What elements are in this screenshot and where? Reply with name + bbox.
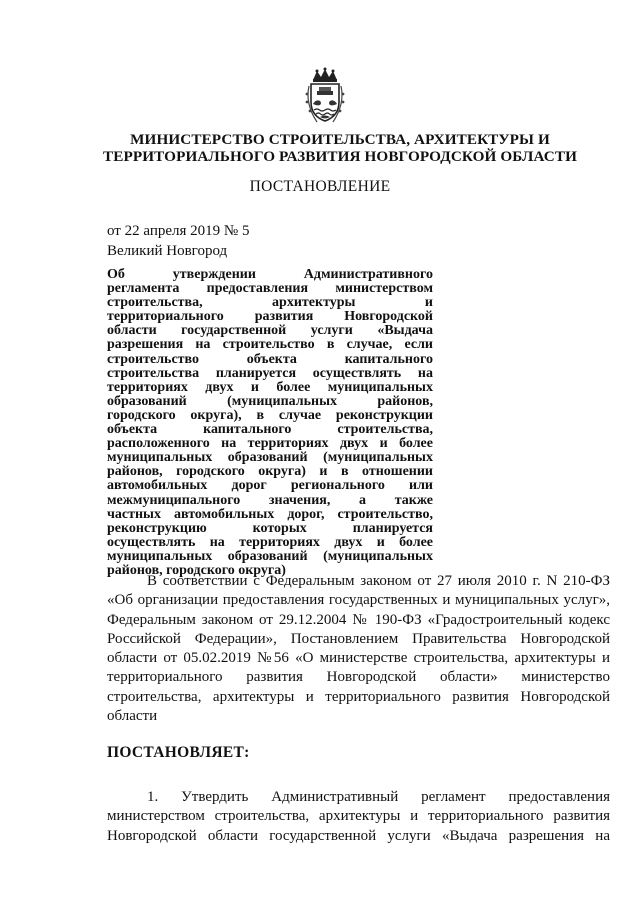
item-line: 1. Утвердить Административный регламент предоставления	[147, 789, 610, 805]
subject-line: расположенного на территориях двух и более	[107, 437, 433, 452]
city: Великий Новгород	[107, 243, 228, 259]
preamble-line: области	[107, 708, 158, 725]
date-number: от 22 апреля 2019 № 5	[107, 223, 250, 239]
subject-line: территориального развития Новгородской	[107, 310, 433, 325]
subject-line: регламента предоставления министерством	[107, 282, 433, 297]
subject-line: частных автомобильных дорог, строительство,	[107, 507, 433, 522]
item-line: Новгородской области государственной услуги «Выдача разрешения на	[107, 827, 610, 844]
document-type-title: ПОСТАНОВЛЕНИЕ	[249, 178, 391, 195]
subject-line: объекта капитального строительства,	[107, 423, 433, 438]
subject-line: осуществлять на территориях двух и более	[107, 535, 433, 550]
subject-line: районов, городского округа)	[107, 563, 286, 578]
preamble-line: В соответствии с Федеральным законом от 27 июля 2010 г. N 210-ФЗ	[147, 573, 610, 589]
subject-line: строительства, архитектуры и	[107, 296, 433, 311]
subject-line: разрешения на строительство в случае, если	[107, 338, 433, 353]
subject-heading	[107, 268, 433, 578]
preamble-line: Российской Федерации», Постановлением Правительства Новгородской	[107, 630, 610, 647]
preamble-line: «Об организации предоставления государственных и муниципальных услуг»,	[107, 592, 610, 609]
subject-line: строительство объекта капитального	[107, 352, 433, 367]
coat-of-arms-icon	[303, 66, 347, 124]
item-1-paragraph	[107, 788, 610, 846]
ministry-name-line-1: МИНИСТЕРСТВО СТРОИТЕЛЬСТВА, АРХИТЕКТУРЫ И	[130, 131, 550, 148]
subject-line: муниципальных образований (муниципальных	[107, 549, 433, 564]
preamble-line: области от 05.02.2019 №56 «О министерстве строительства, архитектуры и	[107, 650, 610, 667]
item-line: министерством строительства, архитектуры и территориального развития	[107, 808, 610, 825]
subject-line: межмуниципального значения, а также	[107, 493, 433, 508]
subject-line: реконструкцию которых планируется	[107, 521, 433, 536]
subject-line: городского округа), в случае реконструкции	[107, 408, 433, 423]
subject-line: автомобильных дорог регионального или	[107, 479, 433, 494]
subject-line: образований (муниципальных районов,	[107, 394, 433, 409]
preamble-line: Федеральным законом от 29.12.2004 № 190-ФЗ «Градостроительный кодекс	[107, 611, 610, 628]
subject-line: муниципальных образований (муниципальных	[107, 451, 433, 466]
subject-line: области государственной услуги «Выдача	[107, 324, 433, 339]
resolves-heading: ПОСТАНОВЛЯЕТ:	[107, 744, 250, 761]
ministry-name	[100, 131, 580, 165]
subject-line: Об утверждении Административного	[107, 268, 433, 282]
preamble-line: строительства, архитектуры и территориального развития Новгородской	[107, 688, 610, 705]
preamble-paragraph	[107, 572, 610, 726]
subject-line: районов, городского округа) и в отношении	[107, 465, 433, 480]
ministry-name-line-2: ТЕРРИТОРИАЛЬНОГО РАЗВИТИЯ НОВГОРОДСКОЙ ОБЛАСТИ	[103, 148, 577, 165]
preamble-line: территориального развития Новгородской области» министерство	[107, 669, 610, 686]
subject-line: территориях двух и более муниципальных	[107, 380, 433, 395]
document-meta	[107, 221, 249, 261]
subject-line: строительства планируется осуществлять на	[107, 366, 433, 381]
